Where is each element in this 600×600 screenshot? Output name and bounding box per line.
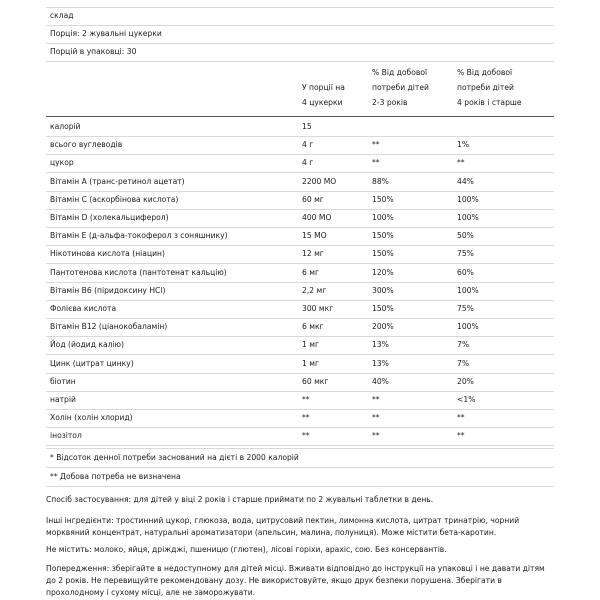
nutrient-pct-2-3: 200% xyxy=(372,322,394,332)
nutrient-pct-2-3: 40% xyxy=(372,376,389,386)
divider xyxy=(46,467,554,468)
row-divider xyxy=(46,318,554,319)
servings-per-pack: Порцій в упаковці: 30 xyxy=(50,47,137,56)
row-divider xyxy=(46,245,554,246)
nutrient-name: калорій xyxy=(50,122,81,131)
nutrient-amount: 15 МО xyxy=(302,231,327,241)
nutrient-name: Вітамін А (транс-ретинол ацетат) xyxy=(50,176,185,186)
nutrient-pct-4: 75% xyxy=(457,304,474,313)
row-divider xyxy=(46,354,554,355)
nutrient-name: цукор xyxy=(50,158,74,168)
nutrient-pct-4: 1% xyxy=(457,140,470,150)
divider xyxy=(46,43,554,44)
nutrient-pct-4: 100% xyxy=(457,194,479,204)
row-divider xyxy=(46,209,554,210)
nutrient-pct-4: 7% xyxy=(457,340,470,350)
nutrient-pct-4: 60% xyxy=(457,267,474,277)
nutrient-name: Нікотинова кислота (ніацин) xyxy=(50,249,165,259)
nutrient-pct-2-3: 300% xyxy=(372,285,394,295)
nutrient-name: всього вуглеводів xyxy=(50,140,123,150)
nutrient-name: Вітамін D (холекальциферол) xyxy=(50,213,169,222)
nutrient-amount: ** xyxy=(302,395,310,404)
nutrient-pct-4: 100% xyxy=(457,285,479,295)
divider xyxy=(46,25,554,26)
nutrient-pct-4: <1% xyxy=(457,395,476,404)
row-divider xyxy=(46,409,554,410)
nutrient-name: Йод (йодид калію) xyxy=(50,340,124,350)
nutrient-pct-4: 20% xyxy=(457,376,474,386)
divider xyxy=(46,7,554,8)
nutrient-name: біотин xyxy=(50,376,76,386)
header-pct-4-line2: потреби дітей xyxy=(457,83,514,92)
nutrient-name: Цинк (цитрат цинку) xyxy=(50,358,134,368)
nutrient-pct-2-3: ** xyxy=(372,431,380,441)
nutrient-pct-4: ** xyxy=(457,413,465,423)
header-pct-2-3-line1: % Від добової xyxy=(372,68,428,77)
free-from-paragraph: Не містить: молоко, яйця, дріжджі, пшеницю (глютен), лісові горіхи, арахіс, сою. Без консервантів. xyxy=(46,545,447,554)
row-divider xyxy=(46,391,554,392)
header-pct-2-3-line3: 2-3 років xyxy=(372,98,408,107)
nutrient-pct-4: 7% xyxy=(457,358,470,368)
nutrient-pct-2-3: ** xyxy=(372,395,380,404)
footnote-daily-value: * Відсоток денної потреби заснований на дієті в 2000 калорій xyxy=(50,453,299,462)
header-pct-2-3-line2: потреби дітей xyxy=(372,83,429,92)
nutrient-pct-2-3: 150% xyxy=(372,231,394,241)
nutrient-amount: 12 мг xyxy=(302,249,324,259)
ingredients-paragraph: Інші інгредієнти: тростинний цукор, глюкоза, вода, цитрусовий пектин, лимонна кислота, цитрат тринатрію, чорний морквяний концентрат, натуральні ароматизатори (апельсин, малина, полуниця). Може містити бета-каротин. xyxy=(46,516,520,537)
nutrient-amount: 4 г xyxy=(302,158,314,168)
label-title: склад xyxy=(50,11,74,20)
nutrient-pct-2-3: 100% xyxy=(372,213,394,222)
nutrient-amount: 1 мг xyxy=(302,340,319,350)
nutrient-pct-4: ** xyxy=(457,431,465,441)
usage-paragraph: Спосіб застосування: для дітей у віці 2 років і старше приймати по 2 жувальні таблетки в день. xyxy=(46,495,434,504)
row-divider xyxy=(46,154,554,155)
nutrient-pct-2-3: ** xyxy=(372,140,380,150)
nutrient-amount: 60 мкг xyxy=(302,376,329,386)
nutrient-name: Пантотенова кислота (пантотенат кальцію) xyxy=(50,267,227,277)
nutrient-pct-2-3: 120% xyxy=(372,267,394,277)
nutrient-amount: 400 МО xyxy=(302,213,332,222)
nutrient-name: Холін (холін хлорид) xyxy=(50,413,133,423)
header-divider xyxy=(46,116,554,117)
divider xyxy=(46,448,554,449)
nutrient-amount: ** xyxy=(302,431,310,441)
nutrient-amount: ** xyxy=(302,413,310,423)
row-divider xyxy=(46,282,554,283)
nutrient-pct-2-3: 150% xyxy=(372,194,394,204)
divider xyxy=(46,61,554,62)
nutrient-amount: 6 мг xyxy=(302,267,319,277)
header-pct-4-line3: 4 років і старше xyxy=(457,98,522,107)
nutrient-pct-4: 75% xyxy=(457,249,474,259)
nutrient-pct-4: 100% xyxy=(457,213,479,222)
row-divider xyxy=(46,336,554,337)
nutrient-pct-2-3: 13% xyxy=(372,358,389,368)
nutrient-pct-2-3: 13% xyxy=(372,340,389,350)
nutrient-name: Вітамін Е (д-альфа-токоферол з соняшнику) xyxy=(50,231,228,241)
nutrient-amount: 4 г xyxy=(302,140,314,150)
row-divider xyxy=(46,427,554,428)
nutrient-name: інозітол xyxy=(50,431,82,441)
nutrient-pct-4: ** xyxy=(457,158,465,168)
nutrient-amount: 2,2 мг xyxy=(302,285,327,295)
nutrient-pct-2-3: ** xyxy=(372,158,380,168)
row-divider xyxy=(46,445,554,446)
nutrient-name: Фолієва кислота xyxy=(50,304,117,313)
nutrient-pct-2-3: 88% xyxy=(372,176,389,186)
header-amount-line1: У порції на xyxy=(302,83,345,92)
warning-paragraph: Попередження: зберігайте в недоступному для дітей місці. Вживати відповідно до інструкції на упаковці і не давати дітям до 2 років. Не перевищуйте рекомендовану дозу. Не використовуйте, якщо друк безпеки порушена. Зберігати в прохолодному і сухому місці, але не заморожувати. xyxy=(46,564,545,597)
row-divider xyxy=(46,263,554,264)
nutrient-pct-4: 44% xyxy=(457,176,474,186)
nutrient-amount: 15 xyxy=(302,122,312,131)
nutrient-amount: 6 мкг xyxy=(302,322,324,332)
nutrient-pct-2-3: 150% xyxy=(372,304,394,313)
nutrient-pct-4: 50% xyxy=(457,231,474,241)
header-amount-line2: 4 цукерки xyxy=(302,98,343,107)
nutrient-pct-4: 100% xyxy=(457,322,479,332)
serving-size: Порція: 2 жувальні цукерки xyxy=(50,29,162,38)
nutrient-amount: 60 мг xyxy=(302,194,324,204)
nutrient-amount: 2200 МО xyxy=(302,176,337,186)
nutrient-name: Вітамін В6 (піридоксину HCl) xyxy=(50,285,166,295)
row-divider xyxy=(46,373,554,374)
divider xyxy=(46,486,554,487)
nutrient-name: Вітамін В12 (ціанокобаламін) xyxy=(50,322,168,332)
nutrient-pct-2-3: ** xyxy=(372,413,380,423)
nutrient-name: Вітамін С (аскорбінова кислота) xyxy=(50,194,179,204)
row-divider xyxy=(46,136,554,137)
footnote-not-established: ** Добова потреба не визначена xyxy=(50,472,181,481)
row-divider xyxy=(46,227,554,228)
nutrient-amount: 300 мкг xyxy=(302,304,334,313)
row-divider xyxy=(46,172,554,173)
nutrient-name: натрій xyxy=(50,395,76,404)
row-divider xyxy=(46,300,554,301)
nutrient-pct-2-3: 150% xyxy=(372,249,394,259)
nutrient-amount: 1 мг xyxy=(302,358,319,368)
header-pct-4-line1: % Від добової xyxy=(457,68,513,77)
row-divider xyxy=(46,191,554,192)
